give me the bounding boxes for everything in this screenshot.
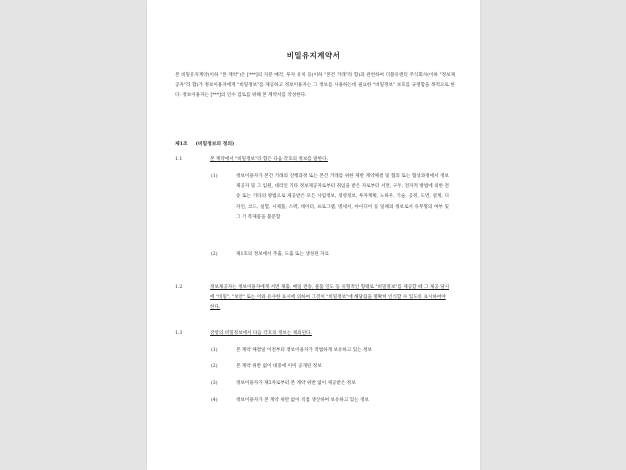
item-marker: (1) xyxy=(211,174,218,179)
item-text: 정보이용자가 본 계약 위반 없이 직접 생산하여 보유하고 있는 정보 xyxy=(236,398,369,403)
item-text: 본 계약 체결일 이전부터 정보이용자가 적법하게 보유하고 있는 정보 xyxy=(236,348,372,353)
item-text: 제1호의 정보에서 추출, 도출 또는 생성된 자료 xyxy=(236,252,330,257)
section-text: 전항의 비밀정보에서 다음 각호의 정보는 제외된다. xyxy=(210,331,312,336)
item-marker: (2) xyxy=(211,364,218,369)
section-number: 1.3 xyxy=(175,331,183,336)
item-text: 정보이용자가 본건 거래의 진행과정 또는 본건 거래를 위한 제반 계약체결 및 협의 또는 협상과정에서 정보제공자 및 그 임원, 대리인 기타 정보제공자로부터 취임을 받은 자로부터 서면, 구두, 전자적 방법에 의한 전송 또는 기타의 방법으로 제공받은 모든 사업정보, 경영정보, 투자계획, 노하우, 기술, 공정, 도면, 설계, 디자인, 코드, 실험, 시제품, 스펙, 데이터, 프로그램, 명세서, 아이디어 등 일체의 정보로서 유무형의 여부 및 그 기 복제품을 불문함 xyxy=(236,174,449,220)
section-text: 본 계약에서 "비밀정보"라 함은 다음 각호의 정보를 말한다. xyxy=(210,157,328,162)
item-marker: (3) xyxy=(211,381,218,386)
document-page xyxy=(147,0,480,470)
item-marker: (2) xyxy=(211,252,218,257)
section-number: 1.2 xyxy=(175,285,183,290)
document-title: 비밀유지계약서 xyxy=(286,51,341,60)
section-number: 1.1 xyxy=(175,157,183,162)
section-text: 정보제공자는 정보이용자에게 서면 제출, 메일 전송, 물품 인도 등 유형적인 형태로 "비밀정보"를 제공할 때 그 제공 당시에 "비밀", "보안" 또는 이와 유사한 표시에 의하여 그것이 "비밀정보"에 해당됨을 명확히 인식할 수 있도록 표시하여야 한다. xyxy=(210,285,450,311)
item-text: 본 계약 위반 없이 대중에 이미 공개된 정보 xyxy=(236,364,322,369)
item-text: 정보이용자가 제3자로부터 본 계약 위반 없이 제공받은 정보 xyxy=(236,381,356,386)
article-1-label: 제1조 xyxy=(175,141,188,147)
item-marker: (1) xyxy=(211,348,218,353)
intro-paragraph: 본 비밀유지계약(이하 "본 계약")은 [***]의 지분 매각, 투자 유치 등(이하 "본건 거래"라 함)과 관련하여 더블유엔티 주식회사(이하 "정보제공자"라 함)가 정보이용자에게 "비밀정보"를 제공하고 정보이용자는 그 정보를 사용하는데 필요한 "비밀정보" 보호를 규정함을 목적으로 한다. 정보이용자는 [***]의 인수 검토를 위해 본 계약서를 작성한다. xyxy=(175,73,455,99)
article-1-heading xyxy=(175,140,234,147)
article-1-title: (비밀정보의 정의) xyxy=(195,141,235,147)
item-marker: (4) xyxy=(211,398,218,403)
